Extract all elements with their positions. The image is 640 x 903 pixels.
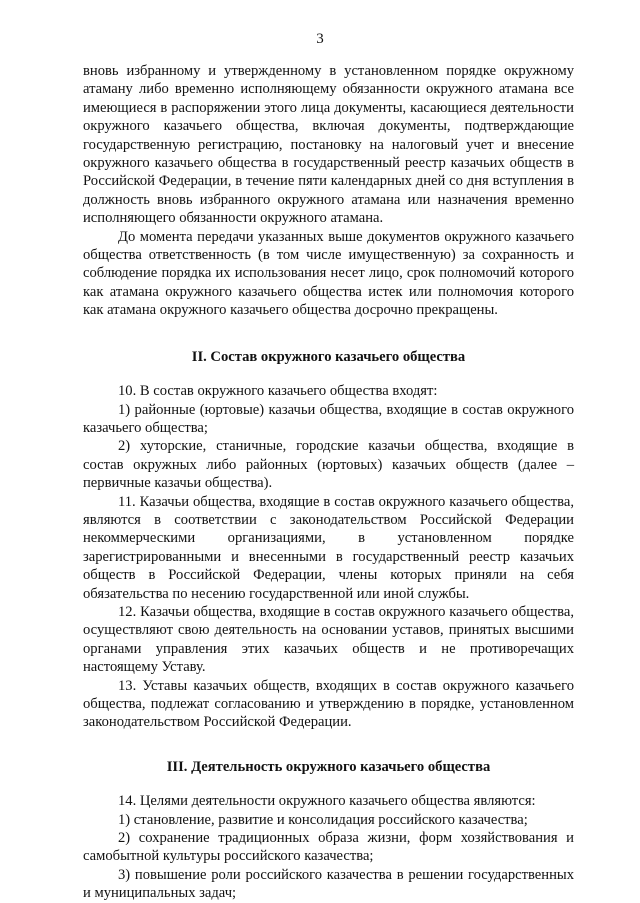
- page-number: 3: [316, 31, 324, 47]
- paragraph-item-12: 12. Казачьи общества, входящие в состав окружного казачьего общества, осуществляют свою деятельность на основании уставов, принятых высшими органами управления этих казачьих обществ и не противоречащих настоящему Уставу.: [83, 603, 574, 676]
- section-heading-activity: III. Деятельность окружного казачьего общества: [166, 758, 491, 775]
- paragraph-item-14-1: 1) становление, развитие и консолидация российского казачества;: [118, 811, 528, 828]
- section-heading-composition: II. Состав окружного казачьего общества: [191, 348, 466, 365]
- paragraph-item-10-1: 1) районные (юртовые) казачьи общества, входящие в состав окружного казачьего общества;: [83, 401, 574, 436]
- paragraph-item-10-2: 2) хуторские, станичные, городские казачьи общества, входящие в состав окружных либо районных (юртовых) казачьих обществ (далее – первичные казачьи общества).: [83, 438, 574, 492]
- paragraph-item-10: 10. В состав окружного казачьего общества входят:: [118, 383, 438, 400]
- paragraph-item-14: 14. Целями деятельности окружного казачьего общества являются:: [118, 793, 536, 810]
- paragraph-item-11: 11. Казачьи общества, входящие в состав окружного казачьего общества, являются в соответствии с законодательством Российской Федерации некоммерческими организациями, в установленном порядке зарегистрированными и внесенными в государственный реестр казачьих обществ в Российской Федерации, члены которых приняли на себя обязательства по несению государственной или иной службы.: [83, 493, 574, 602]
- paragraph-continuation: вновь избранному и утвержденному в установленном порядке окружному атаману либо временно исполняющему обязанности окружного атамана все имеющиеся в распоряжении этого лица документы, касающиеся деятельности окружного казачьего общества, включая документы, подтверждающие государственную регистрацию, постановку на налоговый учет и внесение окружного казачьего общества в государственный реестр казачьих обществ в Российской Федерации, в течение пяти календарных дней со дня вступления в должность вновь избранного окружного атамана или назначения временно исполняющего обязанности окружного атамана.: [83, 63, 574, 227]
- paragraph-item-13: 13. Уставы казачьих обществ, входящих в состав окружного казачьего общества, подлежат согласованию и утверждению в порядке, установленном законодательством Российской Федерации.: [83, 677, 574, 731]
- document-body: [83, 62, 574, 903]
- paragraph-responsibility: До момента передачи указанных выше документов окружного казачьего общества ответственность (в том числе имущественную) за сохранность и соблюдение порядка их использования несет лицо, срок полномочий которого как атамана окружного казачьего общества истек или полномочия которого как атамана окружного казачьего общества досрочно прекращены.: [83, 228, 574, 319]
- paragraph-item-14-2: 2) сохранение традиционных образа жизни, форм хозяйствования и самобытной культуры российского казачества;: [83, 830, 574, 865]
- paragraph-item-14-3: 3) повышение роли российского казачества в решении государственных и муниципальных задач;: [83, 866, 574, 902]
